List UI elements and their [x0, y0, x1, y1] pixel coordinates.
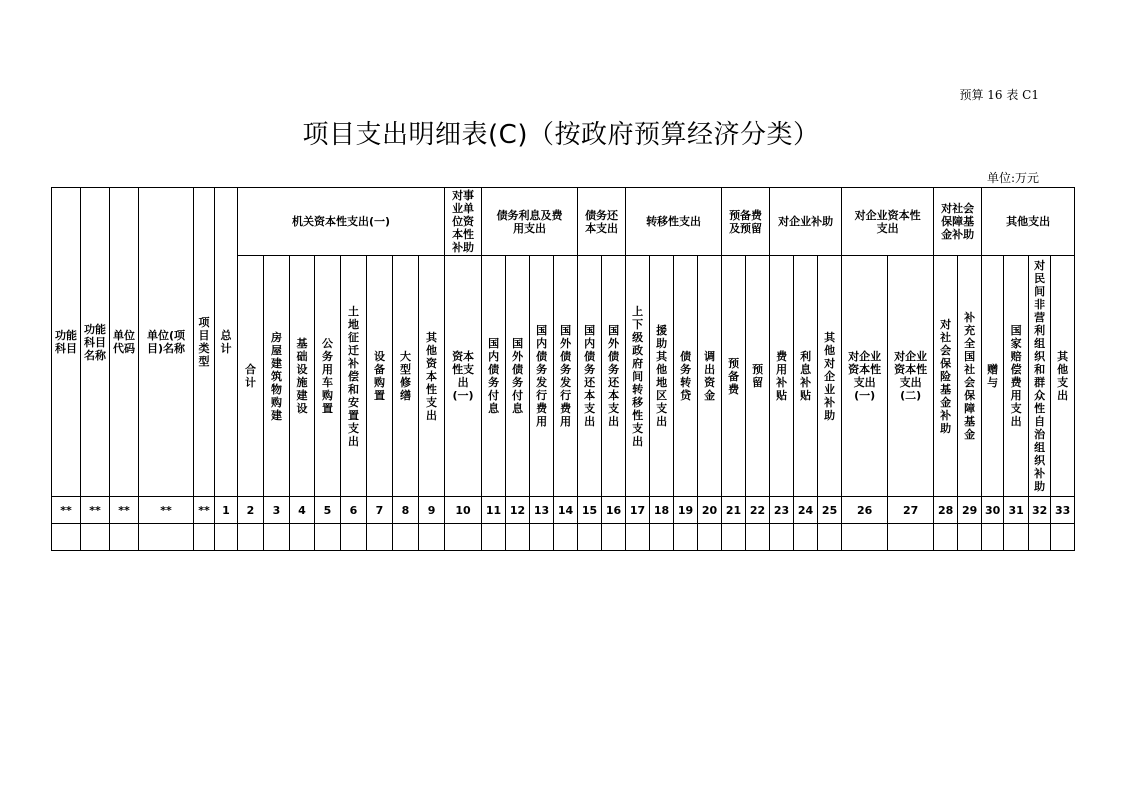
table-cell — [506, 524, 530, 551]
unit-label: 单位:万元 — [986, 171, 1039, 185]
index-number: 2 — [238, 497, 264, 524]
sub-header: 补充全国社会保障基金 — [958, 256, 982, 497]
index-number: 8 — [393, 497, 419, 524]
table-cell — [650, 524, 674, 551]
table-cell — [698, 524, 722, 551]
sub-header: 赠与 — [982, 256, 1004, 497]
table-cell — [602, 524, 626, 551]
index-number: 29 — [958, 497, 982, 524]
index-number: 15 — [578, 497, 602, 524]
table-cell — [888, 524, 934, 551]
index-number: 9 — [419, 497, 445, 524]
table-cell — [794, 524, 818, 551]
col-header: 功能科目 — [52, 188, 81, 497]
table-cell — [52, 524, 81, 551]
table-cell — [626, 524, 650, 551]
index-marker: ** — [81, 497, 110, 524]
index-number: 26 — [842, 497, 888, 524]
sub-header: 对社会保险基金补助 — [934, 256, 958, 497]
sub-header: 预留 — [746, 256, 770, 497]
sub-header: 对民间非营利组织和群众性自治组织补助 — [1029, 256, 1051, 497]
table-cell — [393, 524, 419, 551]
sub-header: 国外债务付息 — [506, 256, 530, 497]
table-cell — [445, 524, 482, 551]
index-number: 24 — [794, 497, 818, 524]
group-header: 对企业资本性支出 — [842, 188, 934, 256]
table-cell — [842, 524, 888, 551]
index-number: 25 — [818, 497, 842, 524]
table-cell — [818, 524, 842, 551]
empty-data-row — [52, 524, 1075, 551]
table-cell — [1029, 524, 1051, 551]
index-number: 16 — [602, 497, 626, 524]
sub-header: 国外债务还本支出 — [602, 256, 626, 497]
group-header: 债务利息及费用支出 — [482, 188, 578, 256]
index-number: 1 — [215, 497, 238, 524]
index-number: 20 — [698, 497, 722, 524]
table-cell — [215, 524, 238, 551]
table-cell — [419, 524, 445, 551]
table-cell — [770, 524, 794, 551]
table-cell — [238, 524, 264, 551]
index-number: 14 — [554, 497, 578, 524]
index-marker: ** — [139, 497, 194, 524]
sub-header: 土地征迁补偿和安置支出 — [341, 256, 367, 497]
group-header: 债务还本支出 — [578, 188, 626, 256]
table-cell — [315, 524, 341, 551]
index-number: 32 — [1029, 497, 1051, 524]
group-header: 对企业补助 — [770, 188, 842, 256]
table-cell — [194, 524, 215, 551]
sub-header: 资本性支出(一) — [445, 256, 482, 497]
sub-header: 国外债务发行费用 — [554, 256, 578, 497]
sub-header: 其他支出 — [1051, 256, 1075, 497]
sub-header: 债务转贷 — [674, 256, 698, 497]
index-number: 12 — [506, 497, 530, 524]
index-number: 23 — [770, 497, 794, 524]
index-number: 7 — [367, 497, 393, 524]
group-header: 对事业单位资本性补助 — [445, 188, 482, 256]
sub-header: 其他对企业补助 — [818, 256, 842, 497]
index-number: 30 — [982, 497, 1004, 524]
group-header: 其他支出 — [982, 188, 1075, 256]
page-title: 项目支出明细表(C)（按政府预算经济分类） — [302, 120, 820, 150]
sub-header: 公务用车购置 — [315, 256, 341, 497]
sub-header: 费用补贴 — [770, 256, 794, 497]
index-marker: ** — [110, 497, 139, 524]
table-cell — [81, 524, 110, 551]
index-marker: ** — [194, 497, 215, 524]
index-number: 31 — [1004, 497, 1029, 524]
sub-header: 上下级政府间转移性支出 — [626, 256, 650, 497]
table-cell — [139, 524, 194, 551]
table-cell — [482, 524, 506, 551]
index-number: 6 — [341, 497, 367, 524]
table-cell — [1051, 524, 1075, 551]
sub-header: 援助其他地区支出 — [650, 256, 674, 497]
index-number: 28 — [934, 497, 958, 524]
table-cell — [722, 524, 746, 551]
table-cell — [290, 524, 315, 551]
sub-header: 国内债务付息 — [482, 256, 506, 497]
table-cell — [367, 524, 393, 551]
table-cell — [674, 524, 698, 551]
index-number: 11 — [482, 497, 506, 524]
sub-header: 利息补贴 — [794, 256, 818, 497]
index-number: 18 — [650, 497, 674, 524]
index-number: 4 — [290, 497, 315, 524]
index-number: 21 — [722, 497, 746, 524]
index-number: 27 — [888, 497, 934, 524]
group-header: 预备费及预留 — [722, 188, 770, 256]
col-header: 功能科目名称 — [81, 188, 110, 497]
group-header: 对社会保障基金补助 — [934, 188, 982, 256]
index-number: 5 — [315, 497, 341, 524]
group-header: 转移性支出 — [626, 188, 722, 256]
sub-header: 设备购置 — [367, 256, 393, 497]
sub-header: 对企业资本性支出(二) — [888, 256, 934, 497]
table-cell — [746, 524, 770, 551]
col-header: 总计 — [215, 188, 238, 497]
index-number: 13 — [530, 497, 554, 524]
sub-header: 合计 — [238, 256, 264, 497]
table-cell — [1004, 524, 1029, 551]
table-cell — [578, 524, 602, 551]
table-cell — [530, 524, 554, 551]
table-cell — [554, 524, 578, 551]
expenditure-table — [51, 187, 1075, 551]
sub-header: 大型修缮 — [393, 256, 419, 497]
sub-header: 基础设施建设 — [290, 256, 315, 497]
col-header: 单位代码 — [110, 188, 139, 497]
table-cell — [110, 524, 139, 551]
index-number: 33 — [1051, 497, 1075, 524]
sub-header: 国内债务还本支出 — [578, 256, 602, 497]
col-header: 项目类型 — [194, 188, 215, 497]
group-header: 机关资本性支出(一) — [238, 188, 445, 256]
sub-header: 国内债务发行费用 — [530, 256, 554, 497]
sub-header: 调出资金 — [698, 256, 722, 497]
index-row — [52, 497, 1075, 524]
sub-header: 国家赔偿费用支出 — [1004, 256, 1029, 497]
sub-header: 对企业资本性支出(一) — [842, 256, 888, 497]
index-number: 3 — [264, 497, 290, 524]
sub-header: 预备费 — [722, 256, 746, 497]
table-cell — [982, 524, 1004, 551]
sub-header: 其他资本性支出 — [419, 256, 445, 497]
col-header: 单位(项目)名称 — [139, 188, 194, 497]
table-cell — [264, 524, 290, 551]
index-number: 17 — [626, 497, 650, 524]
index-marker: ** — [52, 497, 81, 524]
form-code: 预算 16 表 C1 — [959, 88, 1039, 102]
table-cell — [341, 524, 367, 551]
index-number: 22 — [746, 497, 770, 524]
table-cell — [934, 524, 958, 551]
index-number: 10 — [445, 497, 482, 524]
table-cell — [958, 524, 982, 551]
sub-header: 房屋建筑物购建 — [264, 256, 290, 497]
index-number: 19 — [674, 497, 698, 524]
